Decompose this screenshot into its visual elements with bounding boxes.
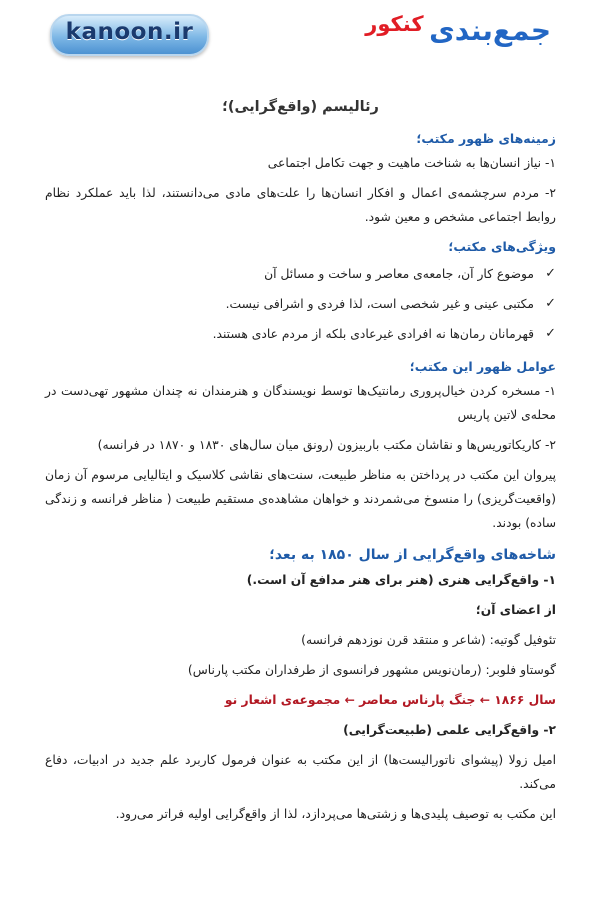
paragraph-zola: امیل زولا (پیشوای ناتورالیست‌ها) از این مکتب به عنوان فرمول کاربرد علم جدید در ادبیات، دفاع می‌کند. [45, 753, 556, 791]
paragraph: ۲- کاریکاتوریس‌ها و نقاشان مکتب باربیزون (رونق میان سال‌های ۱۸۳۰ و ۱۸۷۰ در فرانسه) [97, 438, 556, 452]
logo-konkur: کنکور [365, 12, 424, 36]
paragraph: ۱- مسخره کردن خیال‌پروری رمانتیک‌ها توسط نویسندگان و هنرمندان نه چندان مشهور تهی‌دست در محله‌ی لاتین پاریس [45, 384, 556, 422]
list-item [45, 319, 556, 349]
features-list [45, 259, 556, 349]
logo-jambandi: جمع‌بندی [429, 14, 551, 47]
list-item [45, 289, 556, 319]
section-heading-factors: عوامل ظهور این مکتب؛ [409, 359, 556, 374]
paragraph: ۲- مردم سرچشمه‌ی اعمال و افکار انسان‌ها را علت‌های مادی می‌دانستند، لذا باید عملکرد نظام روابط اجتماعی مشخص و معین شود. [45, 186, 556, 224]
paragraph: ۱- نیاز انسان‌ها به شناخت ماهیت و جهت تکامل اجتماعی [267, 156, 556, 170]
members-label: از اعضای آن؛ [475, 603, 556, 617]
kanoon-logo[interactable] [50, 14, 209, 56]
kanoon-logo-text: kanoon.ir [65, 19, 194, 45]
timeline-1866: سال ۱۸۶۶ ← جنگ پارناس معاصر ← مجموعه‌ی اشعار نو [224, 693, 556, 707]
document-body [45, 95, 556, 832]
subheading-scientific-realism: ۲- واقع‌گرایی علمی (طبیعت‌گرایی) [343, 723, 556, 737]
list-item-text: مکتبی عینی و غیر شخصی است، لذا فردی و اشرافی نیست. [225, 297, 534, 311]
section-heading-branches: شاخه‌های واقع‌گرایی از سال ۱۸۵۰ به بعد؛ [269, 547, 556, 563]
section-heading-features: ویژگی‌های مکتب؛ [448, 239, 556, 254]
section-heading-context: زمینه‌های ظهور مکتب؛ [416, 131, 556, 146]
list-item [45, 259, 556, 289]
check-icon: ✓ [545, 296, 556, 311]
paragraph-last: این مکتب به توصیف پلیدی‌ها و زشتی‌ها می‌پردازد، لذا از واقع‌گرایی اولیه فراتر می‌رود. [115, 807, 556, 821]
document-title: رئالیسم (واقع‌گرایی)؛ [222, 99, 379, 115]
member-gautier: تئوفیل گوتیه: (شاعر و منتقد قرن نوزدهم فرانسه) [301, 633, 556, 647]
list-item-text: موضوع کار آن، جامعه‌ی معاصر و ساخت و مسائل آن [264, 267, 534, 281]
jambandi-konkur-logo [365, 12, 551, 47]
member-flaubert: گوستاو فلوبر: (رمان‌نویس مشهور فرانسوی از طرفداران مکتب پارناس) [187, 663, 556, 677]
paragraph: پیروان این مکتب در پرداختن به مناظر طبیعت، سنت‌های نقاشی کلاسیک و ایتالیایی مرسوم آن زمان (واقعیت‌گریزی) را منسوخ می‌شمردند و خواهان مشاهده‌ی مستقیم طبیعت ( مناظر فرانسه و زندگی ساده) بودند. [45, 468, 556, 530]
check-icon: ✓ [545, 326, 556, 341]
subheading-artistic-realism: ۱- واقع‌گرایی هنری (هنر برای هنر مدافع آن است.) [246, 573, 556, 587]
list-item-text: قهرمانان رمان‌ها نه افرادی غیرعادی بلکه از مردم عادی هستند. [212, 327, 534, 341]
check-icon: ✓ [545, 266, 556, 281]
